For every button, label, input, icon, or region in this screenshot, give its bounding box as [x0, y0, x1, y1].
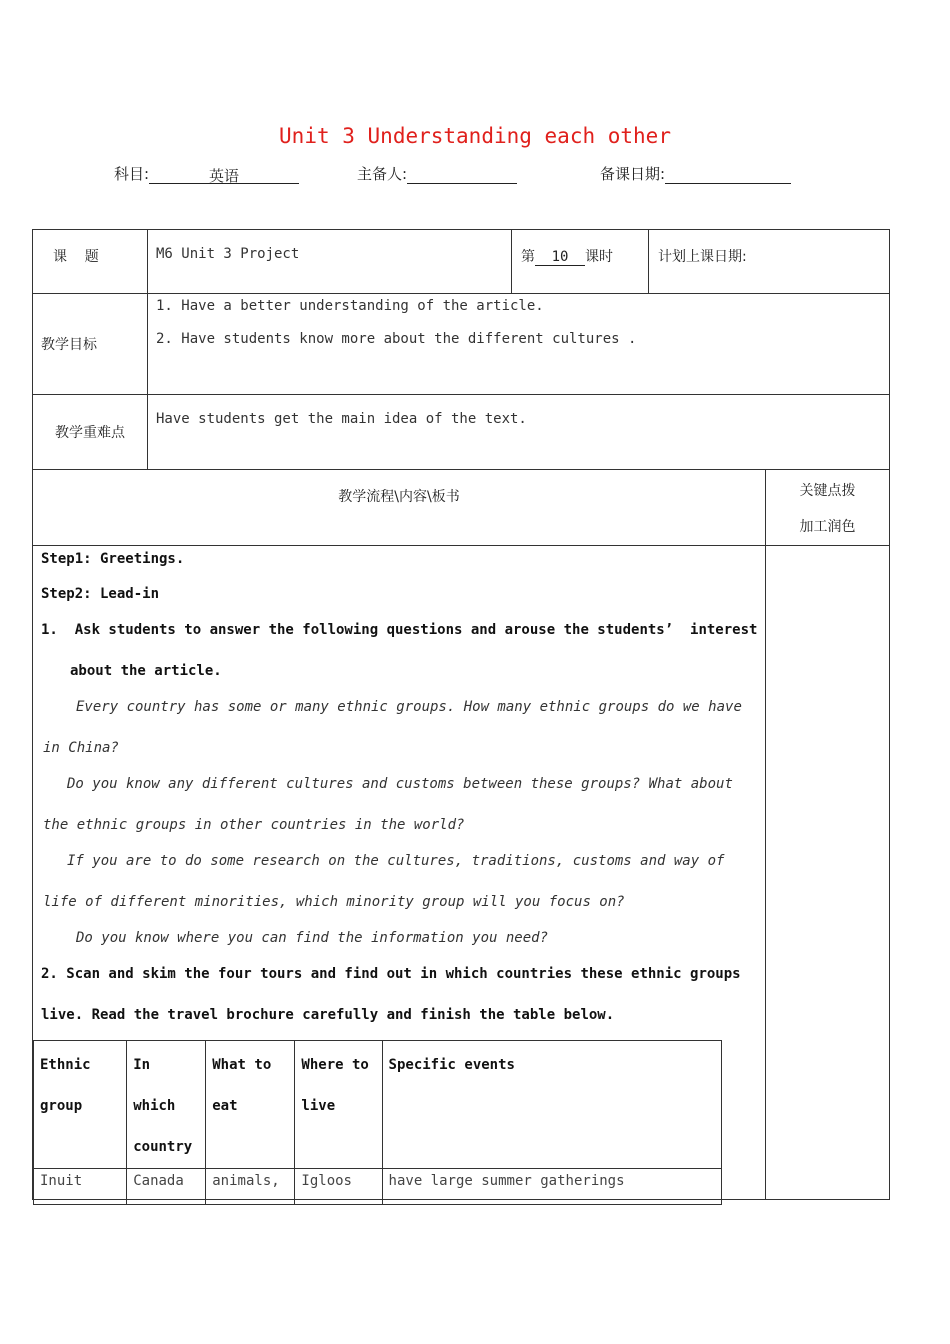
plan-date-label: 计划上课日期:: [649, 230, 890, 294]
host-field: [357, 163, 517, 184]
cell-food: animals,: [206, 1169, 295, 1205]
cell-housing: Igloos: [295, 1169, 382, 1205]
prep-date-value: [665, 165, 791, 184]
objectives-row: [33, 294, 890, 395]
question-2: 2. Scan and skim the four tours and find out in which countries these ethnic groups: [41, 966, 741, 982]
prompt-1: Every country has some or many ethnic groups. How many ethnic groups do we have: [76, 699, 742, 715]
cell-events: have large summer gatherings: [382, 1169, 721, 1205]
page-title: Unit 3 Understanding each other: [279, 124, 671, 148]
header-row: [33, 230, 890, 294]
header-where-to-live: Where to live: [295, 1041, 382, 1169]
key-points-label: 教学重难点: [33, 395, 148, 470]
cell-country: Canada: [127, 1169, 206, 1205]
subject-field: [114, 163, 299, 184]
lesson-count: 第 10 课时: [512, 230, 649, 294]
ethnic-groups-table: [33, 1040, 722, 1205]
prompt-1-cont: in China?: [43, 740, 119, 756]
prep-date-label: 备课日期:: [600, 165, 666, 183]
prompt-3: If you are to do some research on the cultures, traditions, customs and way of: [67, 853, 725, 869]
header-country: In which country: [127, 1041, 206, 1169]
prep-date-field: [600, 163, 791, 184]
table-header-row: [34, 1041, 722, 1169]
process-header-label: 教学流程\内容\板书: [33, 470, 766, 546]
header-what-to-eat: What to eat: [206, 1041, 295, 1169]
process-row: [33, 546, 890, 1200]
topic-label: 课 题: [33, 230, 148, 294]
process-content: [33, 546, 766, 1200]
prompt-3-cont: life of different minorities, which minority group will you focus on?: [43, 894, 625, 910]
prompt-2: Do you know any different cultures and customs between these groups? What about: [67, 776, 733, 792]
step1: Step1: Greetings.: [41, 551, 185, 567]
header-specific-events: Specific events: [382, 1041, 721, 1169]
lesson-plan-table: [32, 229, 890, 1200]
topic-value: M6 Unit 3 Project: [148, 230, 512, 294]
objective-item: 2. Have students know more about the different cultures .: [156, 331, 637, 347]
question-1-cont: about the article.: [70, 663, 222, 679]
host-label: 主备人:: [357, 165, 408, 183]
process-side-header: [766, 470, 890, 546]
question-1: 1. Ask students to answer the following questions and arouse the students’ interest: [41, 622, 758, 638]
side-header-line: 加工润色: [799, 519, 856, 535]
objectives-label: 教学目标: [33, 294, 148, 395]
side-header-line: 关键点拨: [799, 483, 856, 499]
lesson-number: 10: [535, 249, 585, 266]
step2: Step2: Lead-in: [41, 586, 160, 602]
process-header-row: [33, 470, 890, 546]
prompt-2-cont: the ethnic groups in other countries in the world?: [43, 817, 465, 833]
cell-group: Inuit: [34, 1169, 127, 1205]
host-value: [407, 165, 517, 184]
question-2-cont: live. Read the travel brochure carefully and finish the table below.: [41, 1007, 615, 1023]
table-row: [34, 1169, 722, 1205]
objective-item: 1. Have a better understanding of the article.: [156, 298, 544, 314]
key-points-row: [33, 395, 890, 470]
prompt-4: Do you know where you can find the information you need?: [76, 930, 549, 946]
subject-label: 科目:: [114, 165, 150, 183]
header-ethnic-group: Ethnic group: [34, 1041, 127, 1169]
process-side-notes: [766, 546, 890, 1200]
objectives-list: [148, 294, 890, 395]
subject-value: 英语: [149, 165, 299, 184]
key-points-text: Have students get the main idea of the text.: [148, 395, 890, 470]
